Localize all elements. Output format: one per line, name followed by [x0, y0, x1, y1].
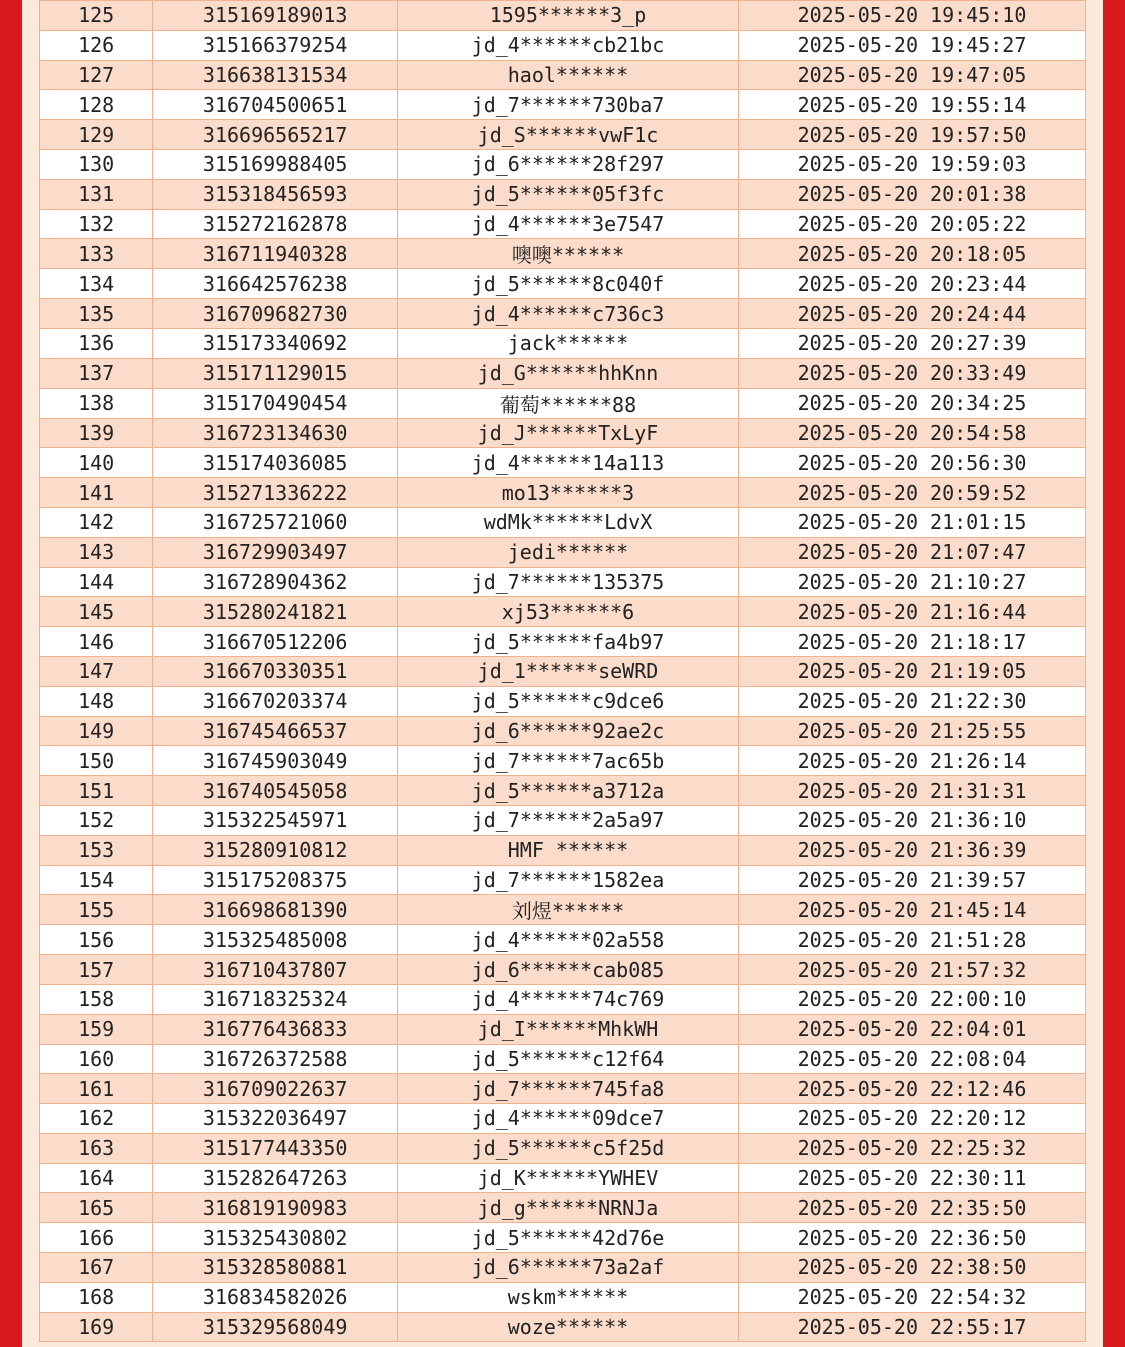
table-row [40, 209, 1086, 239]
order-id-cell: 315282647263 [153, 1163, 398, 1193]
user-name-cell: jd_7******135375 [398, 567, 739, 597]
order-time-cell: 2025-05-20 21:31:31 [738, 776, 1085, 806]
user-name-cell: jd_K******YWHEV [398, 1163, 739, 1193]
order-id-cell: 315328580881 [153, 1253, 398, 1283]
table-row [40, 1133, 1086, 1163]
table-row [40, 90, 1086, 120]
order-id-cell: 316718325324 [153, 984, 398, 1014]
order-time-cell: 2025-05-20 21:45:14 [738, 895, 1085, 925]
user-name-cell: jd_5******42d76e [398, 1223, 739, 1253]
user-name-cell: haol****** [398, 60, 739, 90]
row-number-cell: 152 [40, 805, 153, 835]
table-row [40, 835, 1086, 865]
table-row [40, 120, 1086, 150]
order-id-cell: 315322036497 [153, 1104, 398, 1134]
table-row [40, 507, 1086, 537]
row-number-cell: 158 [40, 984, 153, 1014]
row-number-cell: 139 [40, 418, 153, 448]
user-name-cell: jd_4******c736c3 [398, 299, 739, 329]
order-time-cell: 2025-05-20 21:22:30 [738, 686, 1085, 716]
order-time-cell: 2025-05-20 19:45:10 [738, 1, 1085, 31]
order-id-cell: 316642576238 [153, 269, 398, 299]
row-number-cell: 136 [40, 328, 153, 358]
row-number-cell: 155 [40, 895, 153, 925]
order-id-cell: 315325485008 [153, 925, 398, 955]
row-number-cell: 146 [40, 627, 153, 657]
order-time-cell: 2025-05-20 22:25:32 [738, 1133, 1085, 1163]
table-row [40, 686, 1086, 716]
row-number-cell: 154 [40, 865, 153, 895]
user-name-cell: jd_G******hhKnn [398, 358, 739, 388]
user-name-cell: jd_4******cb21bc [398, 30, 739, 60]
user-name-cell: jd_4******02a558 [398, 925, 739, 955]
user-name-cell: jd_5******fa4b97 [398, 627, 739, 657]
order-id-cell: 316709022637 [153, 1074, 398, 1104]
user-name-cell: jd_1******seWRD [398, 656, 739, 686]
order-id-cell: 315271336222 [153, 478, 398, 508]
user-name-cell: wskm****** [398, 1282, 739, 1312]
order-time-cell: 2025-05-20 21:36:10 [738, 805, 1085, 835]
row-number-cell: 165 [40, 1193, 153, 1223]
row-number-cell: 142 [40, 507, 153, 537]
user-name-cell: jd_5******8c040f [398, 269, 739, 299]
row-number-cell: 166 [40, 1223, 153, 1253]
row-number-cell: 156 [40, 925, 153, 955]
order-time-cell: 2025-05-20 22:30:11 [738, 1163, 1085, 1193]
order-time-cell: 2025-05-20 21:51:28 [738, 925, 1085, 955]
table-row [40, 448, 1086, 478]
row-number-cell: 161 [40, 1074, 153, 1104]
row-number-cell: 141 [40, 478, 153, 508]
user-name-cell: xj53******6 [398, 597, 739, 627]
row-number-cell: 164 [40, 1163, 153, 1193]
order-id-cell: 316704500651 [153, 90, 398, 120]
table-row [40, 627, 1086, 657]
row-number-cell: 135 [40, 299, 153, 329]
order-id-cell: 315280241821 [153, 597, 398, 627]
order-time-cell: 2025-05-20 20:23:44 [738, 269, 1085, 299]
user-name-cell: jd_4******3e7547 [398, 209, 739, 239]
table-row [40, 269, 1086, 299]
order-time-cell: 2025-05-20 21:39:57 [738, 865, 1085, 895]
table-row [40, 1074, 1086, 1104]
row-number-cell: 128 [40, 90, 153, 120]
order-time-cell: 2025-05-20 20:54:58 [738, 418, 1085, 448]
table-row [40, 418, 1086, 448]
order-time-cell: 2025-05-20 20:56:30 [738, 448, 1085, 478]
row-number-cell: 138 [40, 388, 153, 418]
user-name-cell: jd_6******28f297 [398, 149, 739, 179]
order-time-cell: 2025-05-20 19:55:14 [738, 90, 1085, 120]
order-id-cell: 316723134630 [153, 418, 398, 448]
order-table [39, 0, 1086, 1342]
order-id-cell: 315173340692 [153, 328, 398, 358]
order-time-cell: 2025-05-20 20:05:22 [738, 209, 1085, 239]
order-id-cell: 316670330351 [153, 656, 398, 686]
row-number-cell: 144 [40, 567, 153, 597]
order-time-cell: 2025-05-20 20:24:44 [738, 299, 1085, 329]
order-time-cell: 2025-05-20 22:35:50 [738, 1193, 1085, 1223]
order-time-cell: 2025-05-20 19:45:27 [738, 30, 1085, 60]
row-number-cell: 137 [40, 358, 153, 388]
table-row [40, 895, 1086, 925]
user-name-cell: jd_g******NRNJa [398, 1193, 739, 1223]
user-name-cell: jd_6******92ae2c [398, 716, 739, 746]
user-name-cell: jd_7******2a5a97 [398, 805, 739, 835]
user-name-cell: HMF ****** [398, 835, 739, 865]
order-time-cell: 2025-05-20 21:26:14 [738, 746, 1085, 776]
row-number-cell: 159 [40, 1014, 153, 1044]
order-id-cell: 315171129015 [153, 358, 398, 388]
row-number-cell: 140 [40, 448, 153, 478]
order-id-cell: 316670203374 [153, 686, 398, 716]
row-number-cell: 151 [40, 776, 153, 806]
order-time-cell: 2025-05-20 21:36:39 [738, 835, 1085, 865]
order-time-cell: 2025-05-20 19:47:05 [738, 60, 1085, 90]
order-id-cell: 316726372588 [153, 1044, 398, 1074]
table-row [40, 567, 1086, 597]
order-time-cell: 2025-05-20 22:00:10 [738, 984, 1085, 1014]
page-panel [22, 0, 1103, 1347]
user-name-cell: wdMk******LdvX [398, 507, 739, 537]
row-number-cell: 134 [40, 269, 153, 299]
row-number-cell: 131 [40, 179, 153, 209]
table-row [40, 1312, 1086, 1342]
table-row [40, 865, 1086, 895]
order-time-cell: 2025-05-20 20:59:52 [738, 478, 1085, 508]
table-row [40, 776, 1086, 806]
user-name-cell: woze****** [398, 1312, 739, 1342]
row-number-cell: 129 [40, 120, 153, 150]
table-row [40, 1044, 1086, 1074]
table-row [40, 299, 1086, 329]
user-name-cell: jd_7******1582ea [398, 865, 739, 895]
row-number-cell: 126 [40, 30, 153, 60]
order-time-cell: 2025-05-20 20:18:05 [738, 239, 1085, 269]
order-id-cell: 316728904362 [153, 567, 398, 597]
table-row [40, 478, 1086, 508]
order-id-cell: 315329568049 [153, 1312, 398, 1342]
row-number-cell: 130 [40, 149, 153, 179]
order-time-cell: 2025-05-20 20:01:38 [738, 179, 1085, 209]
order-id-cell: 316729903497 [153, 537, 398, 567]
user-name-cell: jd_4******74c769 [398, 984, 739, 1014]
user-name-cell: jd_4******14a113 [398, 448, 739, 478]
order-id-cell: 315280910812 [153, 835, 398, 865]
order-time-cell: 2025-05-20 21:10:27 [738, 567, 1085, 597]
row-number-cell: 145 [40, 597, 153, 627]
order-id-cell: 316709682730 [153, 299, 398, 329]
table-row [40, 60, 1086, 90]
row-number-cell: 157 [40, 955, 153, 985]
order-id-cell: 315170490454 [153, 388, 398, 418]
order-id-cell: 316725721060 [153, 507, 398, 537]
order-id-cell: 316776436833 [153, 1014, 398, 1044]
row-number-cell: 127 [40, 60, 153, 90]
user-name-cell: jd_6******73a2af [398, 1253, 739, 1283]
user-name-cell: jd_6******cab085 [398, 955, 739, 985]
row-number-cell: 160 [40, 1044, 153, 1074]
row-number-cell: 147 [40, 656, 153, 686]
order-time-cell: 2025-05-20 20:33:49 [738, 358, 1085, 388]
order-id-cell: 316638131534 [153, 60, 398, 90]
order-time-cell: 2025-05-20 22:12:46 [738, 1074, 1085, 1104]
order-id-cell: 315166379254 [153, 30, 398, 60]
order-id-cell: 315272162878 [153, 209, 398, 239]
row-number-cell: 162 [40, 1104, 153, 1134]
order-id-cell: 316745903049 [153, 746, 398, 776]
order-time-cell: 2025-05-20 21:01:15 [738, 507, 1085, 537]
order-id-cell: 315174036085 [153, 448, 398, 478]
order-id-cell: 316711940328 [153, 239, 398, 269]
row-number-cell: 125 [40, 1, 153, 31]
user-name-cell: jd_7******7ac65b [398, 746, 739, 776]
user-name-cell: 噢噢****** [398, 239, 739, 269]
row-number-cell: 149 [40, 716, 153, 746]
user-name-cell: jd_J******TxLyF [398, 418, 739, 448]
user-name-cell: jd_4******09dce7 [398, 1104, 739, 1134]
user-name-cell: jd_5******c9dce6 [398, 686, 739, 716]
row-number-cell: 150 [40, 746, 153, 776]
order-id-cell: 315322545971 [153, 805, 398, 835]
order-id-cell: 315318456593 [153, 179, 398, 209]
user-name-cell: jd_5******c12f64 [398, 1044, 739, 1074]
order-id-cell: 315325430802 [153, 1223, 398, 1253]
user-name-cell: jd_7******745fa8 [398, 1074, 739, 1104]
table-row [40, 984, 1086, 1014]
table-row [40, 746, 1086, 776]
order-id-cell: 316696565217 [153, 120, 398, 150]
table-row [40, 1193, 1086, 1223]
user-name-cell: jd_5******a3712a [398, 776, 739, 806]
table-row [40, 149, 1086, 179]
order-time-cell: 2025-05-20 20:34:25 [738, 388, 1085, 418]
table-row [40, 1253, 1086, 1283]
row-number-cell: 169 [40, 1312, 153, 1342]
table-row [40, 1282, 1086, 1312]
order-time-cell: 2025-05-20 22:20:12 [738, 1104, 1085, 1134]
order-time-cell: 2025-05-20 22:55:17 [738, 1312, 1085, 1342]
table-row [40, 805, 1086, 835]
user-name-cell: jd_5******05f3fc [398, 179, 739, 209]
user-name-cell: jd_7******730ba7 [398, 90, 739, 120]
order-time-cell: 2025-05-20 21:25:55 [738, 716, 1085, 746]
order-time-cell: 2025-05-20 21:16:44 [738, 597, 1085, 627]
order-table-body [40, 1, 1086, 1342]
order-id-cell: 315169189013 [153, 1, 398, 31]
table-row [40, 1014, 1086, 1044]
order-time-cell: 2025-05-20 22:38:50 [738, 1253, 1085, 1283]
table-row [40, 1223, 1086, 1253]
user-name-cell: jedi****** [398, 537, 739, 567]
user-name-cell: jd_I******MhkWH [398, 1014, 739, 1044]
table-row [40, 925, 1086, 955]
row-number-cell: 153 [40, 835, 153, 865]
order-id-cell: 316745466537 [153, 716, 398, 746]
order-time-cell: 2025-05-20 19:59:03 [738, 149, 1085, 179]
order-id-cell: 315177443350 [153, 1133, 398, 1163]
table-row [40, 716, 1086, 746]
row-number-cell: 148 [40, 686, 153, 716]
user-name-cell: jack****** [398, 328, 739, 358]
order-time-cell: 2025-05-20 22:04:01 [738, 1014, 1085, 1044]
table-row [40, 1163, 1086, 1193]
order-id-cell: 316740545058 [153, 776, 398, 806]
order-time-cell: 2025-05-20 20:27:39 [738, 328, 1085, 358]
order-id-cell: 315169988405 [153, 149, 398, 179]
table-row [40, 955, 1086, 985]
order-time-cell: 2025-05-20 21:18:17 [738, 627, 1085, 657]
table-row [40, 388, 1086, 418]
table-row [40, 597, 1086, 627]
table-row [40, 1104, 1086, 1134]
user-name-cell: 葡萄******88 [398, 388, 739, 418]
order-id-cell: 316670512206 [153, 627, 398, 657]
row-number-cell: 168 [40, 1282, 153, 1312]
user-name-cell: jd_5******c5f25d [398, 1133, 739, 1163]
table-row [40, 179, 1086, 209]
row-number-cell: 163 [40, 1133, 153, 1163]
row-number-cell: 167 [40, 1253, 153, 1283]
order-time-cell: 2025-05-20 21:57:32 [738, 955, 1085, 985]
user-name-cell: mo13******3 [398, 478, 739, 508]
order-id-cell: 315175208375 [153, 865, 398, 895]
table-row [40, 656, 1086, 686]
user-name-cell: jd_S******vwF1c [398, 120, 739, 150]
order-time-cell: 2025-05-20 21:19:05 [738, 656, 1085, 686]
order-time-cell: 2025-05-20 22:36:50 [738, 1223, 1085, 1253]
row-number-cell: 132 [40, 209, 153, 239]
order-id-cell: 316834582026 [153, 1282, 398, 1312]
table-row [40, 537, 1086, 567]
table-row [40, 239, 1086, 269]
order-time-cell: 2025-05-20 22:08:04 [738, 1044, 1085, 1074]
table-row [40, 358, 1086, 388]
table-row [40, 30, 1086, 60]
table-row [40, 328, 1086, 358]
order-id-cell: 316819190983 [153, 1193, 398, 1223]
table-row [40, 1, 1086, 31]
order-id-cell: 316710437807 [153, 955, 398, 985]
order-time-cell: 2025-05-20 21:07:47 [738, 537, 1085, 567]
order-time-cell: 2025-05-20 22:54:32 [738, 1282, 1085, 1312]
user-name-cell: 1595******3_p [398, 1, 739, 31]
row-number-cell: 133 [40, 239, 153, 269]
order-time-cell: 2025-05-20 19:57:50 [738, 120, 1085, 150]
user-name-cell: 刘煜****** [398, 895, 739, 925]
row-number-cell: 143 [40, 537, 153, 567]
order-id-cell: 316698681390 [153, 895, 398, 925]
